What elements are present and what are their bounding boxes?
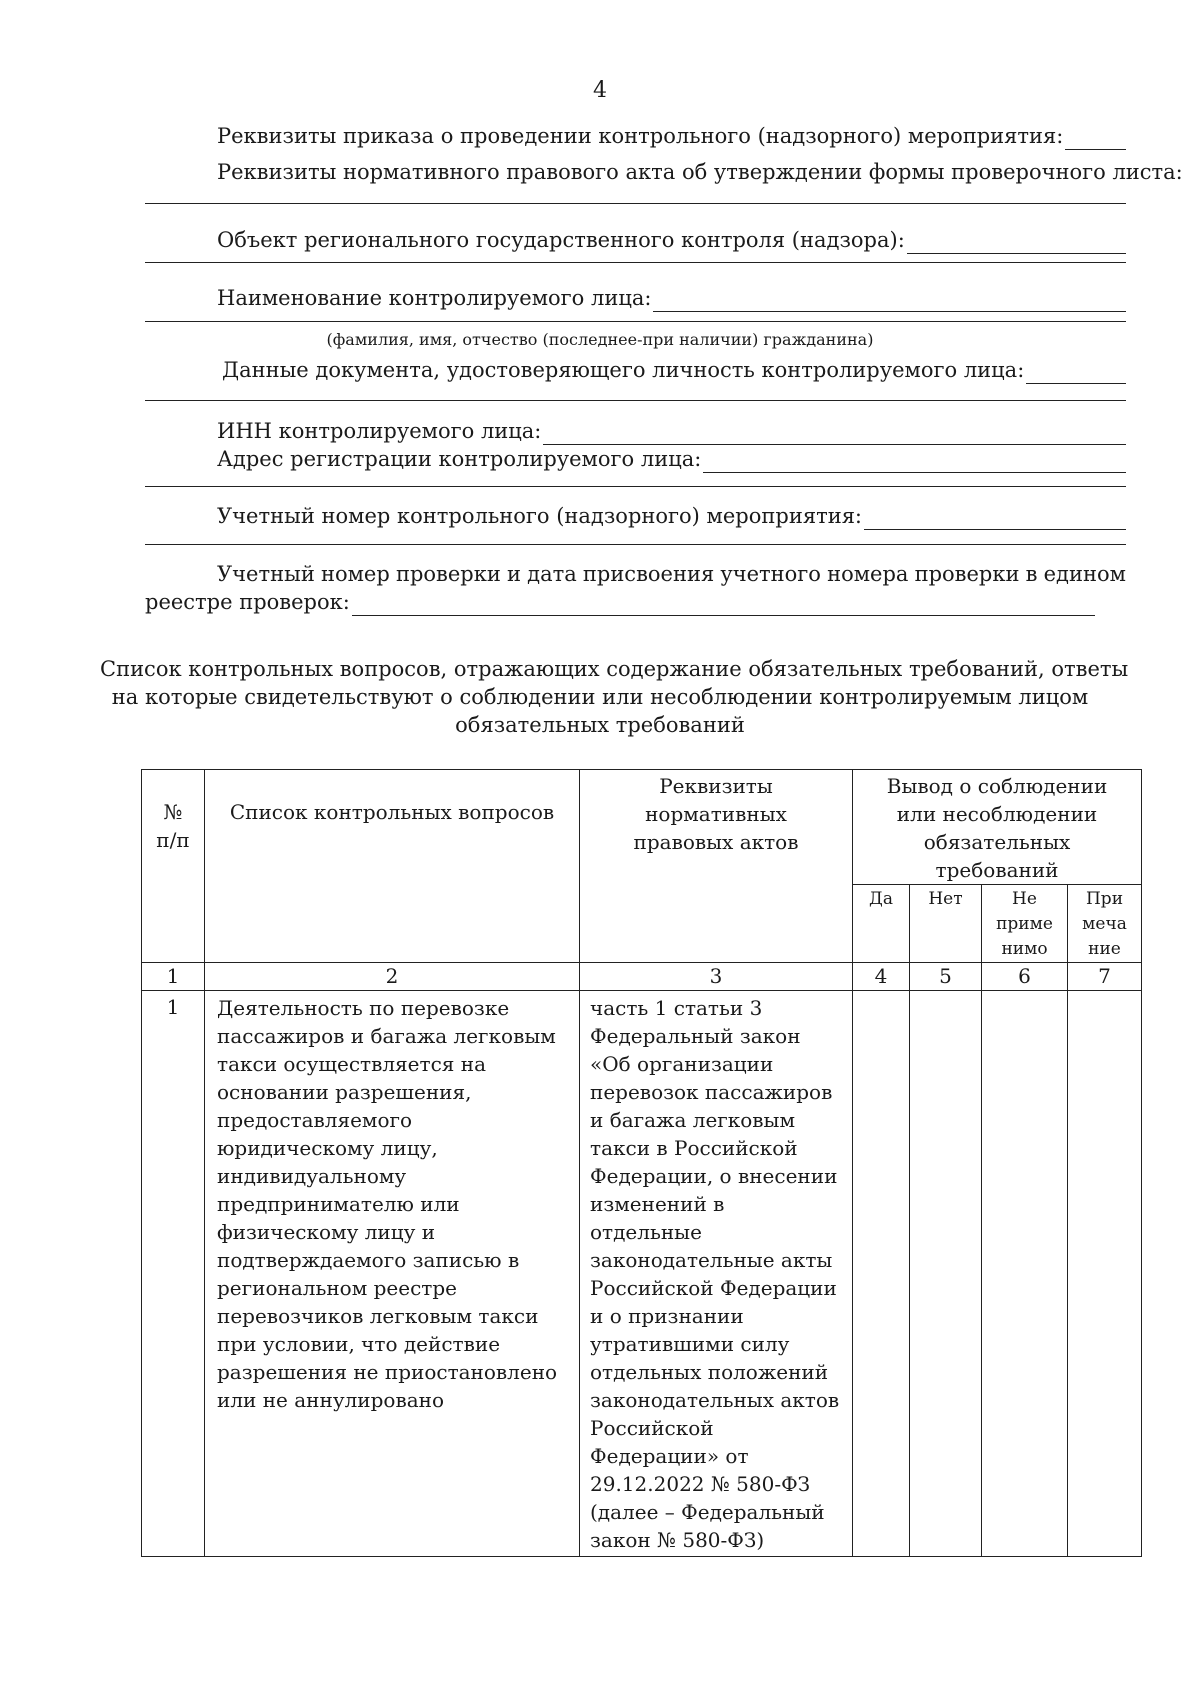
column-number: 1 [142,963,205,991]
word: присвоения [582,562,715,586]
answer-no-cell[interactable] [910,991,982,1557]
header-acts: Реквизиты нормативных правовых актов [580,770,853,963]
word: дата [527,562,577,586]
event-number-blank-2[interactable] [145,544,1126,545]
header-conclusion: Вывод о соблюдении или несоблюдении обязательных требований [853,770,1142,885]
word: Учетный [217,562,315,586]
address-blank[interactable] [703,451,1126,473]
column-number: 7 [1068,963,1142,991]
word: едином [1043,562,1126,586]
event-number-blank[interactable] [864,508,1126,530]
identity-document-blank-2[interactable] [145,400,1126,401]
header-yes: Да [853,885,910,963]
inspection-number-blank[interactable] [352,594,1095,616]
header-not-applicable: Не приме нимо [982,885,1068,963]
controlled-person-blank-2[interactable] [145,321,1126,322]
address-blank-2[interactable] [145,486,1126,487]
control-object-blank[interactable] [907,232,1126,254]
word: проверки [914,562,1020,586]
act-reference: часть 1 статьи 3 Федеральный закон «Об организации перевозок пассажиров и багажа легковым такси в Российской Федерации, о внесении изменений в отдельные законодательные акты Российской Федерации и о признании утратившими силу отдельных положений законодательных актов Российской Федерации» от 29.12.2022 № 580-ФЗ (далее – Федеральный закон № 580-ФЗ) [580,991,853,1557]
word: номер [320,562,390,586]
controlled-person-blank[interactable] [653,290,1126,312]
control-object-blank-2[interactable] [145,262,1126,263]
regulation-details-blank[interactable] [145,203,1126,204]
address-field [217,445,1126,473]
column-number: 4 [853,963,910,991]
word: и [507,562,521,586]
checklist-table [141,769,1142,1557]
heading-line: Список контрольных вопросов, отражающих содержание обязательных требований, ответы [100,657,1129,681]
remark-cell[interactable] [1068,991,1142,1557]
inn-blank[interactable] [543,423,1126,445]
header-no: Нет [910,885,982,963]
control-object-field [217,226,1126,254]
column-number: 3 [580,963,853,991]
name-note: (фамилия, имя, отчество (последнее-при наличии) гражданина) [326,330,874,349]
heading-line: на которые свидетельствуют о соблюдении или несоблюдении контролируемым лицом [111,685,1089,709]
event-number-field [217,502,1126,530]
table-row [142,991,1142,1557]
answer-not-applicable-cell[interactable] [982,991,1068,1557]
event-number-label: Учетный номер контрольного (надзорного) мероприятия: [217,504,863,528]
header-remark: При меча ние [1068,885,1142,963]
word: проверки [395,562,501,586]
column-number: 5 [910,963,982,991]
order-details-field [217,122,1126,150]
page-number: 4 [593,78,607,103]
column-number: 2 [205,963,580,991]
inn-label: ИНН контролируемого лица: [217,419,542,443]
row-number: 1 [142,991,205,1557]
identity-document-field [222,356,1126,384]
order-details-blank[interactable] [1065,128,1126,150]
inspection-number-line-1 [217,560,1126,588]
inn-field [217,417,1126,445]
answer-yes-cell[interactable] [853,991,910,1557]
regulation-details-label: Реквизиты нормативного правового акта об утверждении формы проверочного листа: [217,160,1183,184]
control-object-label: Объект регионального государственного контроля (надзора): [217,228,905,252]
controlled-person-label: Наименование контролируемого лица: [217,286,652,310]
header-num: № п/п [142,770,205,963]
heading-line: обязательных требований [455,713,745,737]
order-details-label: Реквизиты приказа о проведении контрольного (надзорного) мероприятия: [217,124,1064,148]
identity-document-blank[interactable] [1026,362,1126,384]
word: номера [827,562,909,586]
address-label: Адрес регистрации контролируемого лица: [217,447,702,471]
word: в [1025,562,1038,586]
question-text: Деятельность по перевозке пассажиров и багажа легковым такси осуществляется на основании разрешения, предоставляемого юридическому лицу, индивидуальному предпринимателю или физическому лицу и подтверждаемого записью в региональном реестре перевозчиков легковым такси при условии, что действие разрешения не приостановлено или не аннулировано [205,991,580,1557]
header-questions: Список контрольных вопросов [205,770,580,963]
checklist-heading [100,655,1129,739]
word: учетного [720,562,821,586]
column-number: 6 [982,963,1068,991]
identity-document-label: Данные документа, удостоверяющего личность контролируемого лица: [222,358,1025,382]
inspection-number-label: реестре проверок: [145,590,350,614]
inspection-number-field [145,588,1095,616]
controlled-person-field [217,284,1126,312]
